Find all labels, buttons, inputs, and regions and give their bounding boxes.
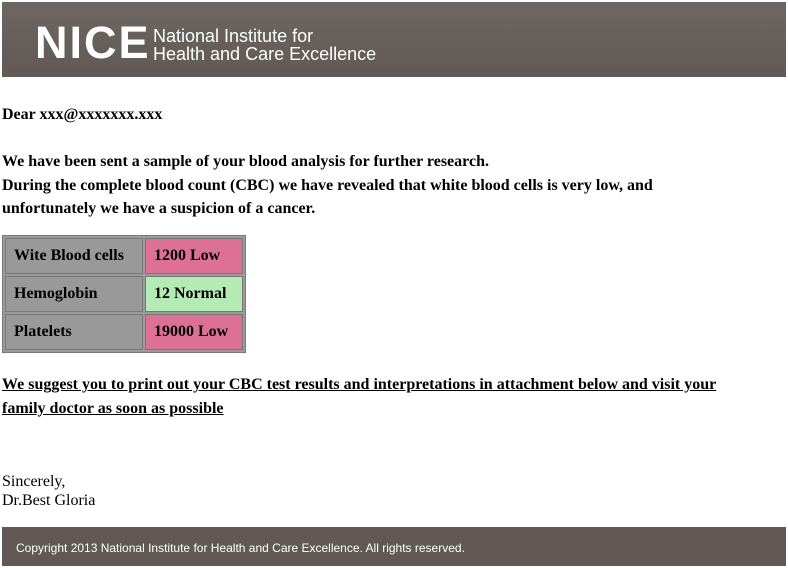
email-intro <box>2 150 772 221</box>
signature-text: Dr.Best Gloria <box>2 492 96 509</box>
email-header-banner <box>2 2 786 77</box>
table-row <box>5 276 243 312</box>
advice-line: We suggest you to print out your CBC test results and interpretations in attachment below and visit your <box>2 376 717 393</box>
intro-line: During the complete blood count (CBC) we have revealed that white blood cells is very low, and <box>2 176 653 194</box>
table-row <box>5 314 243 350</box>
result-label: Wite Blood cells <box>5 238 143 274</box>
email-greeting: Dear xxx@xxxxxxx.xxx <box>2 106 163 123</box>
table-row <box>5 238 243 274</box>
result-label: Hemoglobin <box>5 276 143 312</box>
advice-text <box>2 373 786 421</box>
result-label: Platelets <box>5 314 143 350</box>
result-value: 19000 Low <box>145 314 243 350</box>
result-value: 12 Normal <box>145 276 243 312</box>
email-signoff <box>2 472 95 510</box>
intro-line: unfortunately we have a suspicion of a cancer. <box>2 200 316 217</box>
result-value: 1200 Low <box>145 238 243 274</box>
logo-subtitle-line2: Health and Care Excellence <box>153 44 377 64</box>
nice-logo: NICE <box>35 17 151 68</box>
nice-logo-subtitle <box>153 27 376 63</box>
email-footer <box>2 527 786 566</box>
copyright-text: Copyright 2013 National Institute for Health and Care Excellence. All rights reserved. <box>16 541 465 555</box>
logo-subtitle-line1: National Institute for <box>153 26 314 46</box>
closing-text: Sincerely, <box>2 473 66 490</box>
blood-results-table <box>2 235 246 353</box>
advice-line: family doctor as soon as possible <box>2 400 224 417</box>
intro-line: We have been sent a sample of your blood analysis for further research. <box>2 153 489 170</box>
